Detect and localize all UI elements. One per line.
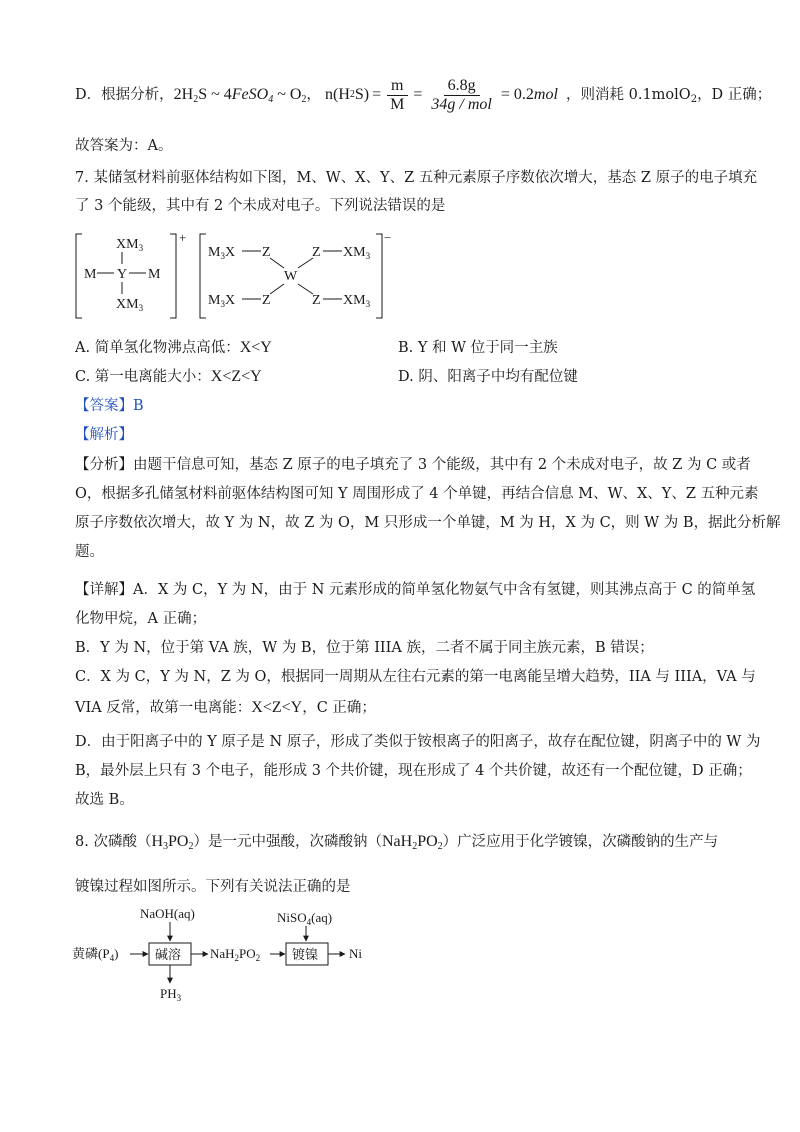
- anion-tr-z: Z: [312, 245, 321, 260]
- rel-o2: ~ O: [273, 86, 302, 103]
- cation-top-xm: $XM_3$: [116, 237, 144, 253]
- q8-flow-diagram: [72, 902, 392, 1002]
- anion-bond-w-br: [298, 284, 313, 294]
- q7-detail-line6: D．由于阳离子中的 Y 原子是 N 原子，形成了类似于铵根离子的阳离子，故存在配位键，阴离子中的 W 为: [75, 734, 761, 750]
- n-label: n: [325, 86, 333, 103]
- q7-analysis-line3: 原子序数依次增大，故 Y 为 N，故 Z 为 O，M 只形成一个单键，M 为 H，X 为 C，则 W 为 B，据此分析解: [75, 515, 781, 531]
- formula-h3po2: $H_3PO_2$: [151, 833, 194, 852]
- anion-center-w: W: [284, 269, 298, 284]
- formula-nah2po2: $NaH_2PO_2$: [381, 833, 443, 852]
- q7-answer-tag: 【答案】B: [75, 398, 144, 414]
- q7-option-c: [75, 367, 262, 387]
- option-a-math: X<Y: [239, 339, 272, 356]
- mol-unit: mol: [533, 86, 558, 103]
- q8-s1: 8. 次磷酸（: [75, 834, 152, 850]
- m-over-M: [386, 77, 408, 114]
- q7-detail-line2: 化物甲烷，A 正确；: [75, 611, 207, 627]
- q7-option-b: B. Y 和 W 位于同一主族: [398, 340, 558, 356]
- q6d-suffix: ，则消耗 0.1molO$_2$，D 正确；: [566, 87, 772, 105]
- q7-analysis-tag: 【解析】: [75, 427, 133, 443]
- eq1: =: [372, 86, 382, 103]
- rel-feso4: FeSO: [231, 86, 269, 103]
- cation-bottom-xm: $XM_3$: [116, 297, 144, 313]
- anion-structure: [200, 230, 391, 318]
- flow-p4-label: 黄磷$(P_4)$: [72, 946, 119, 963]
- anion-bracket-right: [376, 234, 382, 318]
- q6d-comma: ，: [306, 87, 321, 103]
- q6-option-d: [75, 83, 321, 112]
- flow-nah2po2-label: $NaH_2PO_2$: [210, 946, 261, 963]
- cation-bracket-right: [170, 234, 176, 318]
- anion-tr-xm3: $XM_3$: [343, 245, 371, 261]
- q7-detail-line5: [75, 698, 376, 718]
- anion-bond-w-bl: [270, 284, 284, 294]
- q6-answer: 故答案为：A。: [75, 138, 173, 154]
- anion-bl-z: Z: [262, 293, 271, 308]
- detail-c-prefix: VIA 反常，故第一电离能：: [75, 700, 252, 716]
- cation-structure: [76, 230, 186, 318]
- anion-bracket-left: [200, 234, 206, 318]
- q7-analysis-line2: O，根据多孔储氢材料前驱体结构图可知 Y 周围形成了 4 个单键，再结合信息 M、W、X、Y、Z 五种元素: [75, 486, 759, 502]
- mass-over-molar: [427, 77, 495, 114]
- eq3: = 0.2: [500, 86, 534, 103]
- flow-ni-label: Ni: [349, 946, 362, 961]
- option-a-label: A. 简单氢化物沸点高低：: [75, 340, 240, 356]
- M-denominator: M: [390, 95, 405, 113]
- anion-bond-w-tl: [270, 258, 284, 268]
- cation-bracket-left: [76, 234, 82, 318]
- flow-box-plating-label: 镀镍: [292, 947, 319, 962]
- rel-h2s: 2H: [173, 86, 194, 103]
- anion-tl-z: Z: [262, 245, 271, 260]
- q7-detail-line8: 故选 B。: [75, 792, 134, 808]
- rel-s: S ~ 4: [198, 86, 232, 103]
- q7-structure-diagram: [72, 228, 402, 328]
- option-c-label: C. 第一电离能大小：: [75, 369, 211, 385]
- h2s-s: S): [354, 86, 370, 103]
- q8-stem-line1: [75, 829, 718, 860]
- q8-s3: ）广泛应用于化学镀镍，次磷酸钠的生产与: [442, 834, 719, 850]
- detail-c-math: X<Z<Y: [251, 699, 303, 716]
- anion-br-z: Z: [312, 293, 321, 308]
- cation-charge: +: [179, 230, 187, 245]
- q7-option-a: [75, 338, 272, 358]
- q7-detail-line4: C．X 为 C，Y 为 N，Z 为 O，根据同一周期从左往右元素的第一电离能呈增大趋势，IIA 与 IIIA，VA 与: [75, 669, 756, 685]
- q8-stem-line2: 镀镍过程如图所示。下列有关说法正确的是: [75, 879, 351, 895]
- h2s-paren: (H: [333, 86, 350, 103]
- q8-s2: ）是一元中强酸，次磷酸钠（: [193, 834, 382, 850]
- detail-c-suffix: ，C 正确；: [302, 700, 376, 716]
- anion-br-xm3: $XM_3$: [343, 293, 371, 309]
- q7-detail-line1: 【详解】A．X 为 C，Y 为 N，由于 N 元素形成的简单氢化物氨气中含有氢键，则其沸点高于 C 的简单氢: [75, 582, 756, 598]
- suffix-text: ，则消耗 0.1molO: [566, 87, 691, 103]
- eq2: =: [413, 86, 423, 103]
- flow-niso4-label: NiSO$_4$(aq): [277, 910, 333, 927]
- q6d-prefix: D．根据分析，: [75, 87, 174, 103]
- flow-ph3-label: $PH_3$: [160, 986, 182, 1002]
- mass-numerator: 6.8g: [444, 77, 480, 96]
- anion-bl-m3x: $M_3X$: [208, 293, 236, 309]
- q7-stem-line1: 7. 某储氢材料前驱体结构如下图，M、W、X、Y、Z 五种元素原子序数依次增大，基态 Z 原子的电子填充: [75, 170, 758, 186]
- anion-charge: −: [384, 230, 392, 245]
- flow-box-alkali-label: 碱溶: [155, 947, 182, 962]
- molar-denominator: 34g / mol: [431, 95, 492, 113]
- q6d-relation: $2H_2S$ ~ 4FeSO$_4$ ~ $O_2$: [173, 86, 307, 105]
- m-numerator: m: [387, 77, 407, 96]
- q7-analysis-line4: 题。: [75, 544, 104, 560]
- anion-bond-w-tr: [298, 258, 313, 268]
- option-c-math: X<Z<Y: [210, 368, 262, 385]
- q7-option-d: D. 阴、阳离子中均有配位键: [398, 369, 578, 385]
- q6d-equation: n (H 2 S) = $\frac{m}{M}$ = $\frac{6.8g}{\text{34g / mol}}$ = 0.2 mol: [325, 66, 558, 124]
- cation-center-y: Y: [117, 267, 128, 282]
- anion-tl-m3x: $M_3X$: [208, 245, 236, 261]
- cation-right-m: M: [148, 267, 161, 282]
- q7-analysis-line1: 【分析】由题干信息可知，基态 Z 原子的电子填充了 3 个能级，其中有 2 个未成对电子，故 Z 为 C 或者: [75, 457, 751, 473]
- flow-naoh-label: NaOH(aq): [140, 906, 195, 921]
- q7-detail-line3: B．Y 为 N，位于第 VA 族，W 为 B，位于第 IIIA 族，二者不属于同主族元素，B 错误；: [75, 640, 654, 656]
- q7-stem-line2: 了 3 个能级，其中有 2 个未成对电子。下列说法错误的是: [75, 198, 446, 214]
- suffix-text2: ，D 正确；: [697, 87, 772, 103]
- cation-left-m: M: [84, 267, 97, 282]
- q7-detail-line7: B，最外层上只有 3 个电子，能形成 3 个共价键，现在形成了 4 个共价键，故还有一个配位键，D 正确；: [75, 763, 752, 779]
